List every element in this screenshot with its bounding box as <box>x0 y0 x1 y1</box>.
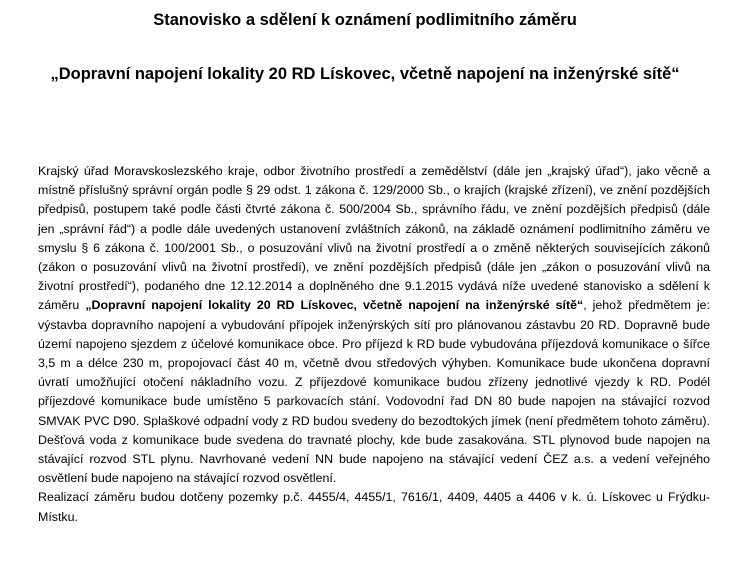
statement-intro: Krajský úřad Moravskoslezského kraje, odbor životního prostředí a zemědělství (dále jen „krajský úřad“), jako věcně a místně příslušný správní orgán podle § 29 odst. 1 zákona č. 129/2000 Sb., o krajích (krajské zřízení), ve znění pozdějších předpisů, postupem také podle části čtvrté zákona č. 500/2004 Sb., správního řádu, ve znění pozdějších předpisů (dále jen „správní řád“) a podle dále uvedených ustanovení zvláštních zákonů, na základě oznámení podlimitního záměru ve smyslu § 6 zákona č. 100/2001 Sb., o posuzování vlivů na životní prostředí a o změně některých souvisejících zákonů (zákon o posuzování vlivů na životní prostředí), ve znění pozdějších předpisů (dále jen „zákon o posuzování vlivů na životní prostředí“), podaného dne 12.12.2014 a doplněného dne 9.1.2015 vydává níže uvedené stanovisko a sdělení k záměru <box>38 164 710 313</box>
project-name: „Dopravní napojení lokality 20 RD Lískovec, včetně napojení na inženýrské sítě“ <box>85 298 584 313</box>
document-title: Stanovisko a sdělení k oznámení podlimitního záměru <box>153 11 577 29</box>
project-description: , jehož předmětem je: výstavba dopravního napojení a vybudování přípojek inženýrských sítí pro plánovanou zástavbu 20 RD. Dopravně bude území napojeno sjezdem z účelové komunikace obce. Pro příjezd k RD bude vybudována příjezdová komunikace o šířce 3,5 m a délce 230 m, propojovací část 40 m, včetně dvou středových výhyben. Komunikace bude ukončena dopravní úvratí umožňující otočení nákladního vozu. Z příjezdové komunikace budou zřízeny jednotlivé vjezdy k RD. Podél příjezdové komunikace bude umístěno 5 parkovacích stání. Vodovodní řad DN 80 bude napojen na stávající rozvod SMVAK PVC D90. Splaškové odpadní vody z RD budou svedeny do bezodtokých jímek (není předmětem tohoto záměru). Dešťová voda z komunikace bude svedena do travnaté plochy, kde bude zasakována. STL plynovod bude napojen na stávající rozvod STL plynu. Navrhované vedení NN bude napojeno na stávající vedení ČEZ a.s. a vedení veřejného osvětlení bude napojeno na stávající rozvod osvětlení. <box>38 298 710 486</box>
paragraph-affected-parcels: Realizací záměru budou dotčeny pozemky p.č. 4455/4, 4455/1, 7616/1, 4409, 4405 a 4406 v k. ú. Lískovec u Frýdku-Místku. <box>38 490 710 524</box>
paragraph-statement <box>38 162 710 488</box>
project-subtitle: „Dopravní napojení lokality 20 RD Lískovec, včetně napojení na inženýrské sítě“ <box>50 65 680 83</box>
document-body <box>38 162 710 527</box>
